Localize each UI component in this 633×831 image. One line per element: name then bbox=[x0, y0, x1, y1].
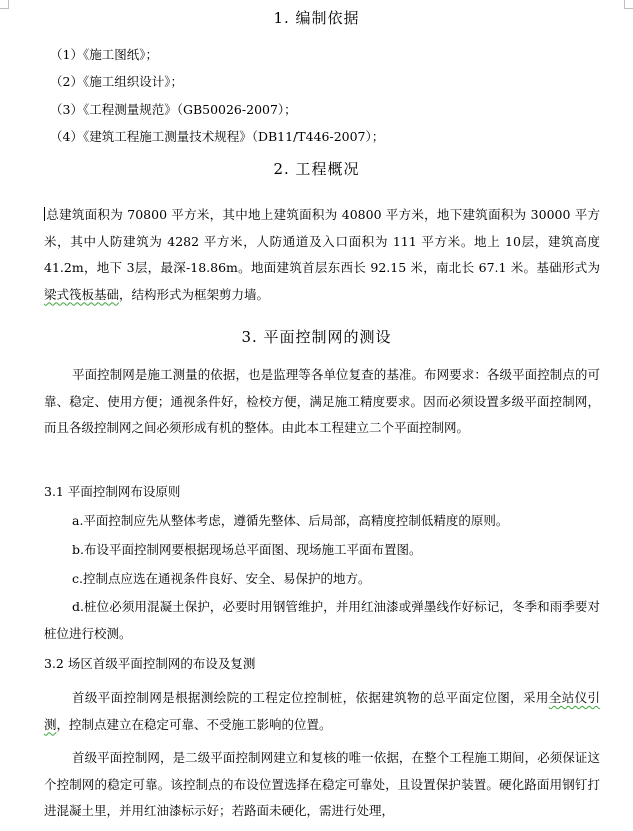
control-network-intro-paragraph: 平面控制网是施工测量的依据，也是监理等各单位复查的基准。布网要求：各级平面控制点的可靠、稳定、使用方便；通视条件好，检校方便，满足施工精度要求。因而必须设置多级平面控制网，而且各级控制网之间必须形成有机的整体。由此本工程建立二个平面控制网。 bbox=[44, 367, 600, 435]
subheading-3-1: 3.1 平面控制网布设原则 bbox=[44, 484, 181, 499]
principle-item-a: a.平面控制应先从整体考虑，遵循先整体、后局部，高精度控制低精度的原则。 bbox=[72, 513, 509, 528]
p1-text-underlined: 全站仪引测 bbox=[44, 690, 600, 732]
principle-item-d: d.桩位必须用混凝土保护，必要时用钢管维护，并用红油漆或弹墨线作好标记，冬季和雨季要对桩位进行校测。 bbox=[44, 599, 600, 641]
p1-text-before: 首级平面控制网是根据测绘院的工程定位控制桩，依据建筑物的总平面定位图，采用 bbox=[72, 690, 549, 705]
overview-text-underlined: 梁式筏板基础 bbox=[44, 286, 120, 302]
principle-item-c: c.控制点应选在通视条件良好、安全、易保护的地方。 bbox=[72, 571, 371, 586]
reference-item-2: （2）《施工组织设计》； bbox=[50, 74, 183, 89]
principle-item-b: b.布设平面控制网要根据现场总平面图、现场施工平面布置图。 bbox=[72, 542, 422, 557]
p1-text-after: ，控制点建立在稳定可靠、不受施工影响的位置。 bbox=[56, 716, 332, 732]
heading-section-1: 1. 编制依据 bbox=[273, 9, 360, 27]
reference-item-3: （3）《工程测量规范》（GB50026-2007）； bbox=[50, 102, 297, 117]
reference-item-4: （4）《建筑工程施工测量技术规程》（DB11/T446-2007）； bbox=[50, 129, 385, 144]
overview-text-after: ，结构形式为框架剪力墙。 bbox=[119, 286, 270, 302]
heading-section-2: 2. 工程概况 bbox=[273, 160, 360, 178]
heading-section-3: 3. 平面控制网的测设 bbox=[241, 328, 392, 346]
primary-network-paragraph-2: 首级平面控制网，是二级平面控制网建立和复核的唯一依据，在整个工程施工期间，必须保证这个控制网的稳定可靠。该控制点的布设位置选择在稳定可靠处，且设置保护装置。硬化路面用钢钉打进混凝土里，并用红油漆标示好；若路面未硬化，需进行处理， bbox=[44, 750, 600, 818]
reference-item-1: （1）《施工图纸》； bbox=[50, 47, 158, 62]
project-overview-paragraph bbox=[44, 202, 600, 308]
subheading-3-2: 3.2 场区首级平面控制网的布设及复测 bbox=[44, 656, 256, 671]
text-cursor bbox=[44, 207, 45, 221]
primary-network-paragraph-1 bbox=[44, 685, 600, 738]
overview-text-before: 总建筑面积为 70800 平方米，其中地上建筑面积为 40800 平方米，地下建筑面积为 30000 平方米，其中人防建筑为 4282 平方米，人防通道及入口面积为 111 平方米。地上 10层，建筑高度 41.2m，地下 3层，最深-18.86m。地面建筑首层东西长 92.15 米，南北长 67.1 米。基础形式为 bbox=[44, 207, 600, 275]
